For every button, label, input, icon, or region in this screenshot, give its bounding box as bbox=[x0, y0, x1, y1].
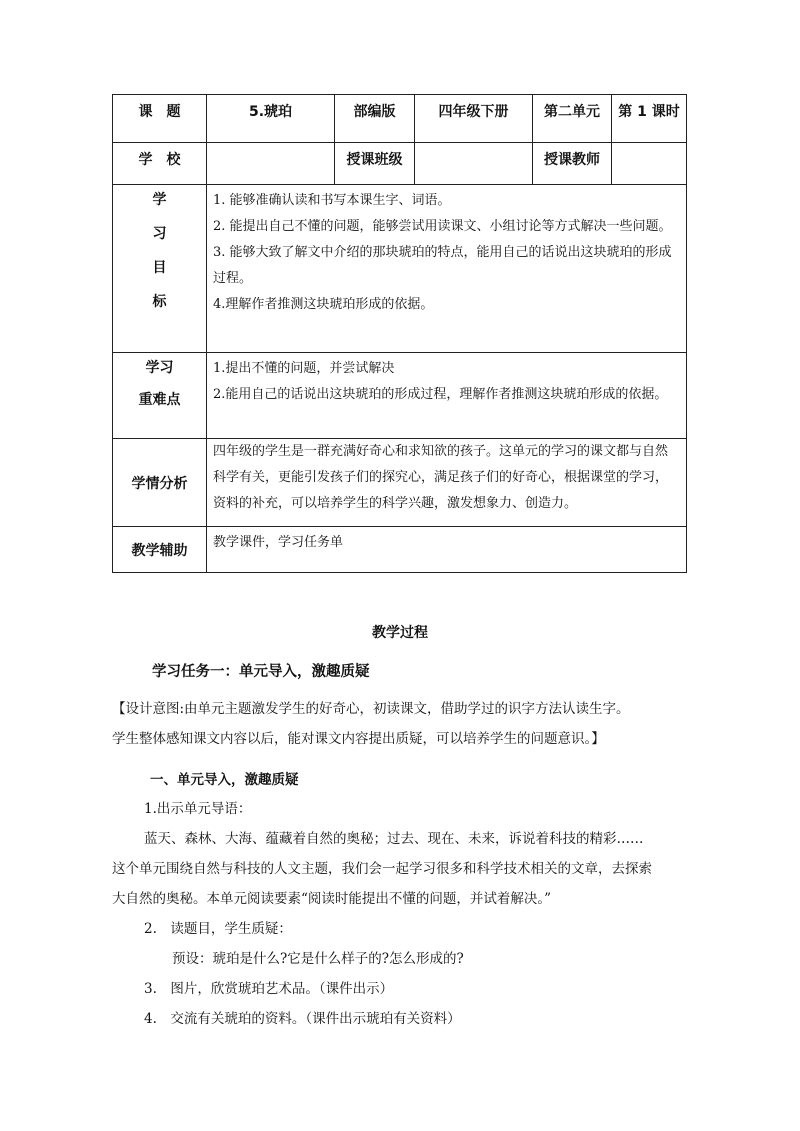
key-points-label-line: 重难点 bbox=[138, 392, 181, 408]
class-label: 授课班级 bbox=[335, 143, 415, 185]
goal-item: 2. 能提出自己不懂的问题，能够尝试用读课文、小组讨论等方式解决一些问题。 bbox=[213, 219, 672, 234]
table-row bbox=[113, 143, 687, 185]
goals-label-char: 习 bbox=[152, 226, 167, 242]
goals-label-char: 标 bbox=[152, 294, 167, 310]
table-row bbox=[113, 439, 687, 527]
process-body bbox=[112, 794, 698, 1034]
paragraph-line: 这个单元围绕自然与科技的人文主题，我们会一起学习很多和科学技术相关的文章，去探索 bbox=[112, 861, 652, 877]
task1-title: 学习任务一：单元导入，激趣质疑 bbox=[152, 664, 370, 680]
step-4: 4. 交流有关琥珀的资料。（课件出示琥珀有关资料） bbox=[144, 1011, 461, 1027]
lesson-info-table bbox=[112, 94, 687, 573]
goal-item: 3. 能够大致了解文中介绍的那块琥珀的特点，能用自己的话说出这块琥珀的形成过程。 bbox=[213, 245, 672, 286]
grade-cell: 四年级下册 bbox=[415, 95, 533, 143]
step-1: 1.出示单元导语： bbox=[144, 801, 252, 817]
key-point-item: 1.提出不懂的问题，并尝试解决 bbox=[213, 361, 395, 376]
key-points-label-line: 学习 bbox=[145, 360, 174, 376]
paragraph-line: 大自然的奥秘。本单元阅读要素“阅读时能提出不懂的问题，并试着解决。” bbox=[112, 891, 552, 907]
table-row bbox=[113, 527, 687, 573]
goal-item: 1. 能够准确认读和书写本课生字、词语。 bbox=[213, 193, 451, 208]
intent-line: 【设计意图:由单元主题激发学生的好奇心，初读课文，借助学过的识字方法认读生字。 bbox=[112, 701, 630, 717]
analysis-label: 学情分析 bbox=[113, 439, 207, 527]
step-2: 2. 读题目，学生质疑： bbox=[144, 921, 292, 937]
key-points-content bbox=[207, 353, 687, 439]
teacher-label: 授课教师 bbox=[533, 143, 612, 185]
school-label: 学 校 bbox=[113, 143, 207, 185]
goals-label-char: 学 bbox=[152, 192, 167, 208]
sub-heading: 一、单元导入，激趣质疑 bbox=[150, 772, 299, 788]
edition-cell: 部编版 bbox=[335, 95, 415, 143]
period-cell: 第 1 课时 bbox=[612, 95, 687, 143]
aids-content bbox=[207, 527, 687, 573]
class-value bbox=[415, 143, 533, 185]
paragraph-line: 蓝天、森林、大海、蕴藏着自然的奥秘；过去、现在、未来，诉说着科技的精彩…… bbox=[144, 831, 644, 847]
aids-text: 教学课件，学习任务单 bbox=[213, 535, 344, 550]
goals-content bbox=[207, 185, 687, 353]
table-row bbox=[113, 95, 687, 143]
unit-cell: 第二单元 bbox=[533, 95, 612, 143]
intent-line: 学生整体感知课文内容以后，能对课文内容提出质疑，可以培养学生的问题意识。】 bbox=[112, 731, 605, 747]
preset-line: 预设：琥珀是什么?它是什么样子的?怎么形成的? bbox=[172, 951, 464, 967]
goals-label bbox=[113, 185, 207, 353]
key-points-label bbox=[113, 353, 207, 439]
analysis-text: 四年级的学生是一群充满好奇心和求知欲的孩子。这单元的学习的课文都与自然科学有关，更能引发孩子们的探究心，满足孩子们的好奇心，根据课堂的学习，资料的补充，可以培养学生的科学兴趣，激发想象力、创造力。 bbox=[213, 444, 669, 511]
table-row bbox=[113, 185, 687, 353]
aids-label: 教学辅助 bbox=[113, 527, 207, 573]
school-value bbox=[207, 143, 335, 185]
lesson-title: 5.琥珀 bbox=[207, 95, 335, 143]
lesson-label: 课 题 bbox=[113, 95, 207, 143]
key-point-item: 2.能用自己的话说出这块琥珀的形成过程，理解作者推测这块琥珀形成的依据。 bbox=[213, 387, 668, 402]
teacher-value bbox=[612, 143, 687, 185]
step-3: 3. 图片，欣赏琥珀艺术品。（课件出示） bbox=[144, 981, 394, 997]
design-intent bbox=[112, 694, 698, 754]
process-title: 教学过程 bbox=[372, 625, 428, 641]
goals-label-char: 目 bbox=[152, 260, 167, 276]
analysis-content bbox=[207, 439, 687, 527]
table-row bbox=[113, 353, 687, 439]
goal-item: 4.理解作者推测这块琥珀形成的依据。 bbox=[213, 297, 434, 312]
